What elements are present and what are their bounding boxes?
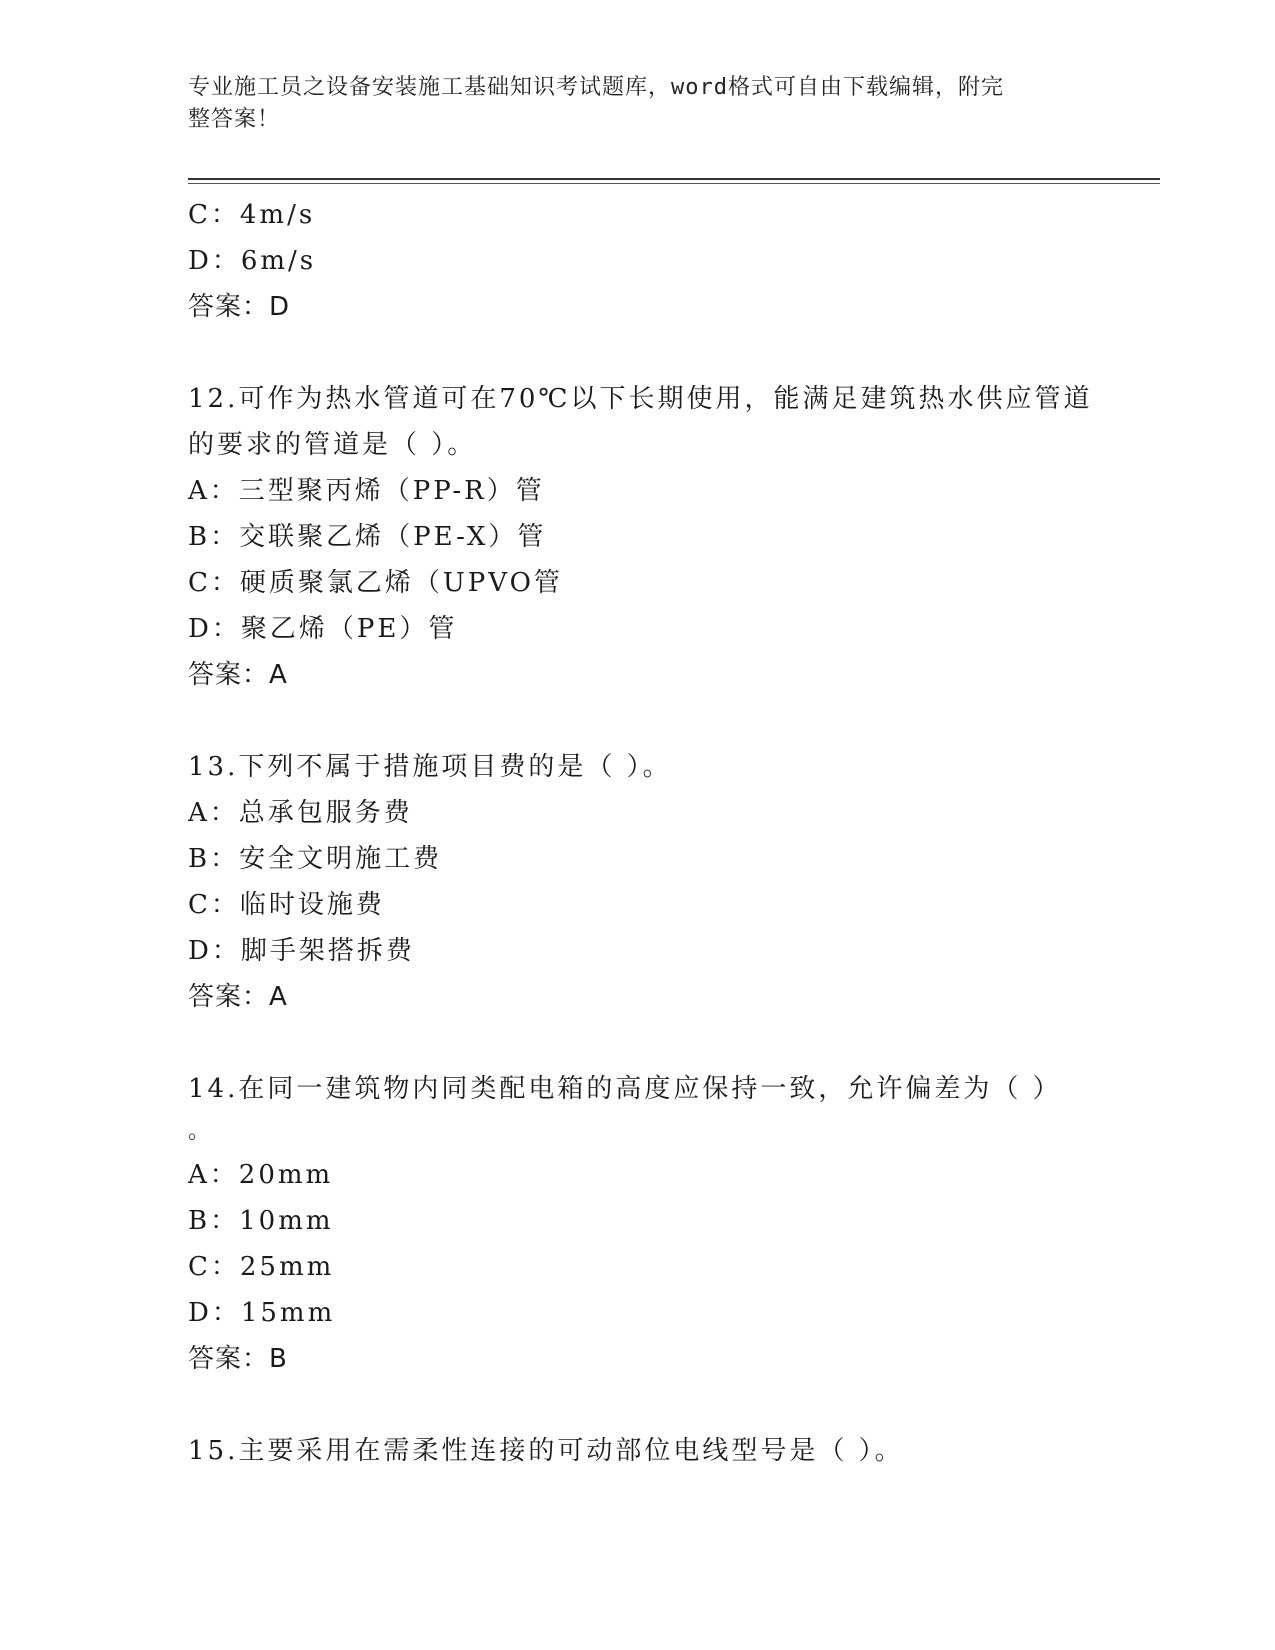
- spacer: [188, 1382, 1088, 1428]
- q14-option-a: A：20mm: [188, 1160, 334, 1190]
- spacer: [188, 698, 1088, 744]
- q14-stem-line-1: 14.在同一建筑物内同类配电箱的高度应保持一致，允许偏差为（ ）: [188, 1074, 1062, 1104]
- question-12: [188, 376, 1093, 698]
- header-divider-thin: [188, 183, 1160, 184]
- q12-option-d: D：聚乙烯（PE）管: [188, 614, 458, 644]
- q13-option-d: D：脚手架搭拆费: [188, 936, 415, 966]
- q14-stem-line-2: 。: [188, 1119, 211, 1144]
- q12-option-c: C：硬质聚氯乙烯（UPVO管: [188, 568, 563, 598]
- question-11: [188, 192, 1088, 330]
- header-line-2: 整答案！: [188, 107, 281, 132]
- q11-option-d: D：6m/s: [188, 246, 317, 276]
- q13-option-a: A：总承包服务费: [188, 798, 413, 828]
- q12-stem-line-1: 12.可作为热水管道可在70℃以下长期使用，能满足建筑热水供应管道: [188, 384, 1093, 414]
- question-14: [188, 1066, 1088, 1382]
- q12-option-a: A：三型聚丙烯（PP-R）管: [188, 476, 545, 506]
- q14-option-b: B：10mm: [188, 1206, 334, 1236]
- q12-stem-line-2: 的要求的管道是（ ）。: [188, 430, 477, 460]
- q13-option-c: C：临时设施费: [188, 890, 385, 920]
- spacer: [188, 1020, 1088, 1066]
- q13-stem: 13.下列不属于措施项目费的是（ ）。: [188, 752, 672, 782]
- q14-answer: 答案：B: [188, 1344, 288, 1374]
- q14-option-d: D：15mm: [188, 1298, 336, 1328]
- q11-answer: 答案：D: [188, 292, 291, 322]
- q15-stem: 15.主要采用在需柔性连接的可动部位电线型号是（ ）。: [188, 1436, 904, 1466]
- header-line-1: 专业施工员之设备安装施工基础知识考试题库，word格式可自由下载编辑，附完: [188, 75, 1004, 100]
- q13-answer: 答案：A: [188, 982, 288, 1012]
- q11-option-c: C：4m/s: [188, 200, 316, 230]
- question-15: [188, 1428, 1088, 1474]
- q12-answer: 答案：A: [188, 660, 288, 690]
- header-divider-thick: [188, 178, 1160, 180]
- spacer: [188, 330, 1088, 376]
- question-13: [188, 744, 1088, 1020]
- document-header: [188, 72, 1068, 136]
- question-content: [188, 192, 1093, 1474]
- q13-option-b: B：安全文明施工费: [188, 844, 443, 874]
- q14-option-c: C：25mm: [188, 1252, 335, 1282]
- q12-option-b: B：交联聚乙烯（PE-X）管: [188, 522, 547, 552]
